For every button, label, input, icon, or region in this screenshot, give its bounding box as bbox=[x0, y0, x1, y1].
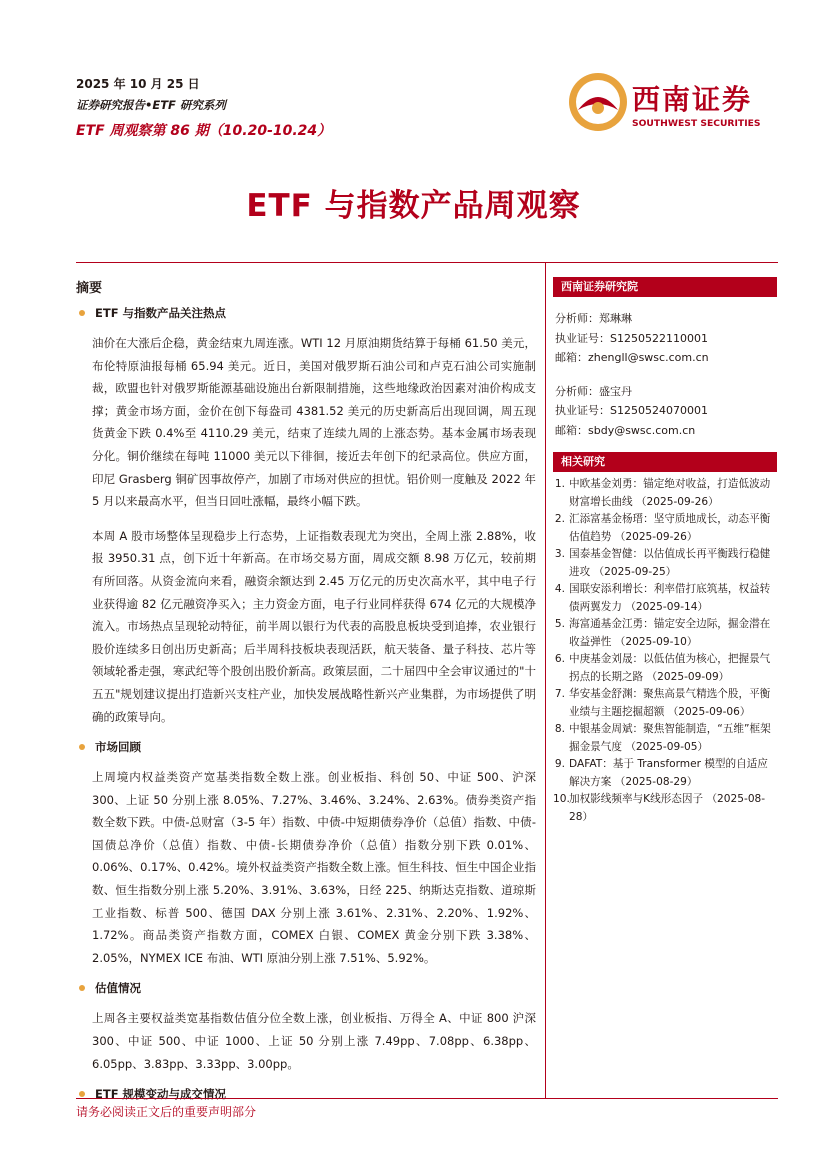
analyst-name: 分析师：盛宝丹 bbox=[555, 384, 632, 398]
logo-english-name: SOUTHWEST SECURITIES bbox=[632, 118, 761, 129]
related-research-text: DAFAT：基于 Transformer 模型的自适应解决方案 （2025-08-29） bbox=[569, 758, 768, 788]
related-research-item[interactable] bbox=[553, 476, 777, 511]
related-research-item[interactable] bbox=[553, 721, 777, 756]
analyst-cert: 执业证号：S1250522110001 bbox=[555, 331, 708, 345]
bullet-icon bbox=[79, 310, 85, 316]
related-research-text: 国泰基金智健：以估值成长再平衡践行稳健进攻 （2025-09-25） bbox=[569, 548, 771, 578]
institute-header: 西南证券研究院 bbox=[553, 277, 777, 297]
related-research-item[interactable] bbox=[553, 686, 777, 721]
analyst-block bbox=[553, 309, 777, 368]
analyst-block bbox=[553, 382, 777, 441]
column-divider bbox=[545, 262, 546, 1098]
related-research-number: 6. bbox=[554, 653, 565, 665]
report-issue: ETF 周观察第 86 期（10.20-10.24） bbox=[76, 123, 332, 139]
related-research-number: 7. bbox=[554, 688, 565, 700]
section-heading-hotspots bbox=[76, 306, 536, 320]
related-research-number: 3. bbox=[554, 548, 565, 560]
related-research-text: 中庚基金刘晟：以低估值为核心，把握景气拐点的长期之路 （2025-09-09） bbox=[569, 653, 771, 683]
related-research-number: 8. bbox=[554, 723, 565, 735]
related-research-item[interactable] bbox=[553, 616, 777, 651]
related-research-text: 海富通基金江勇：锚定安全边际，掘金潜在收益弹性 （2025-09-10） bbox=[569, 618, 771, 648]
abstract-title: 摘要 bbox=[76, 281, 103, 296]
paragraph: 油价在大涨后企稳，黄金结束九周连涨。WTI 12 月原油期货结算于每桶 61.50 美元，布伦特原油报每桶 65.94 美元。近日，美国对俄罗斯石油公司和卢克石油公司实施制裁，欧盟也针对俄罗斯能源基础设施出台新限制措施，这些地缘政治因素对油价构成支撑；黄金市场方面，金价在创下每盎司 4381.52 美元的历史新高后出现回调，周五现货黄金下跌 0.4%至 4110.29 美元，结束了连续九周的上涨态势。基本金属市场表现分化。铜价继续在每吨 11000 美元以下徘徊，接近去年创下的纪录高位。供应方面，印尼 Grasberg 铜矿因事故停产，加剧了市场对供应的担忧。铝价则一度触及 2022 年 5 月以来最高水平，但当日回吐涨幅，最终小幅下跌。 bbox=[92, 336, 536, 509]
logo-chinese-name: 西南证券 bbox=[632, 83, 753, 116]
report-series: 证券研究报告•ETF 研究系列 bbox=[76, 98, 226, 112]
bullet-icon bbox=[79, 1091, 85, 1097]
paragraph: 本周 A 股市场整体呈现稳步上行态势，上证指数表现尤为突出，全周上涨 2.88%，收报 3950.31 点，创下近十年新高。在市场交易方面，周成交额 8.98 万亿元，较前期有所回落。从资金流向来看，融资余额达到 2.45 万亿元的历史次高水平，其中电子行业获得逾 82 亿元融资净买入；主力资金方面，电子行业同样获得 674 亿元的大规模净流入。市场热点呈现轮动特征，前半周以银行为代表的高股息板块受到追捧，农业银行股价连续多日创出历史新高；后半周科技板块表现活跃，航天装备、量子科技、芯片等领域轮番走强，寒武纪等个股创出股价新高。政策层面，二十届四中全会审议通过的"十五五"规划建议提出打造新兴支柱产业，加快发展战略性新兴产业集群，为市场提供了明确的政策导向。 bbox=[92, 528, 536, 724]
related-research-number: 4. bbox=[554, 583, 565, 595]
bullet-icon bbox=[79, 985, 85, 991]
related-research-number: 2. bbox=[554, 513, 565, 525]
related-research-item[interactable] bbox=[553, 581, 777, 616]
section-heading-text: 市场回顾 bbox=[95, 740, 141, 755]
related-research-text: 中欧基金刘勇：锚定绝对收益，打造低波动财富增长曲线 （2025-09-26） bbox=[569, 478, 771, 508]
section-heading-market-review bbox=[76, 740, 536, 754]
bullet-icon bbox=[79, 744, 85, 750]
southwest-securities-logo-icon bbox=[568, 72, 628, 132]
analyst-email[interactable]: 邮箱：zhengll@swsc.com.cn bbox=[555, 351, 709, 364]
analyst-name: 分析师：郑琳琳 bbox=[555, 312, 632, 325]
related-research-header: 相关研究 bbox=[553, 452, 777, 472]
footer-divider bbox=[76, 1098, 778, 1099]
paragraph: 上周各主要权益类宽基指数估值分位全数上涨，创业板指、万得全 A、中证 800 沪深 300、中证 500、中证 1000、上证 50 分别上涨 7.49pp、7.08pp、6.38pp、6.05pp、3.83pp、3.33pp、3.00pp。 bbox=[92, 1011, 536, 1071]
footer-disclaimer: 请务必阅读正文后的重要声明部分 bbox=[76, 1105, 257, 1119]
analyst-cert: 执业证号：S1250524070001 bbox=[555, 404, 708, 417]
paragraph: 上周境内权益类资产宽基类指数全数上涨。创业板指、科创 50、中证 500、沪深 300、上证 50 分别上涨 8.05%、7.27%、3.46%、3.24%、2.63%。债券类资产指数全数下跌。中债-总财富（3-5 年）指数、中债-中短期债券净价（总值）指数、中债-国债总净价（总值）指数、中债-长期债券净价（总值）指数分别下跌 0.01%、0.06%、0.17%、0.42%。境外权益类资产指数全数上涨。恒生科技、恒生中国企业指数、恒生指数分别上涨 5.20%、3.91%、3.63%，日经 225、纳斯达克指数、道琼斯工业指数、标普 500、德国 DAX 分别上涨 3.61%、2.31%、2.20%、1.92%、1.72%。商品类资产指数方面，COMEX 白银、COMEX 黄金分别下跌 3.38%、2.05%，NYMEX ICE 布油、WTI 原油分别上涨 7.51%、5.92%。 bbox=[92, 770, 536, 965]
abstract-body bbox=[76, 306, 536, 1101]
related-research-item[interactable] bbox=[553, 791, 777, 826]
company-logo bbox=[568, 72, 768, 134]
related-research-item[interactable] bbox=[553, 511, 777, 546]
section-heading-text: ETF 与指数产品关注热点 bbox=[95, 306, 227, 320]
section-heading-valuation bbox=[76, 981, 536, 995]
header-divider bbox=[76, 262, 778, 263]
page-title: ETF 与指数产品周观察 bbox=[246, 188, 581, 224]
related-research-item[interactable] bbox=[553, 651, 777, 686]
related-research-list bbox=[553, 476, 777, 826]
related-research-text: 华安基金舒渊：聚焦高景气精选个股，平衡业绩与主题挖掘超额 （2025-09-06） bbox=[569, 688, 771, 718]
related-research-number: 10. bbox=[553, 793, 570, 805]
section-heading-etf-scale bbox=[76, 1087, 536, 1101]
report-date: 2025 年 10 月 25 日 bbox=[76, 77, 200, 91]
related-research-item[interactable] bbox=[553, 756, 777, 791]
related-research-text: 加权影线频率与K线形态因子 （2025-08-28） bbox=[569, 793, 766, 823]
analyst-email[interactable]: 邮箱：sbdy@swsc.com.cn bbox=[555, 423, 696, 437]
related-research-number: 1. bbox=[554, 478, 565, 490]
section-heading-text: ETF 规模变动与成交情况 bbox=[95, 1087, 227, 1102]
section-heading-text: 估值情况 bbox=[95, 981, 141, 996]
related-research-number: 9. bbox=[554, 758, 565, 770]
related-research-text: 中银基金周斌：聚焦智能制造，“五维”框架掘金景气度 （2025-09-05） bbox=[569, 723, 771, 753]
related-research-text: 汇添富基金杨瑨：坚守质地成长，动态平衡估值趋势 （2025-09-26） bbox=[569, 513, 771, 543]
related-research-text: 国联安添利增长：利率借打底筑基，权益转债两翼发力 （2025-09-14） bbox=[569, 583, 771, 613]
related-research-number: 5. bbox=[554, 618, 565, 630]
sidebar bbox=[553, 277, 777, 826]
related-research-item[interactable] bbox=[553, 546, 777, 581]
